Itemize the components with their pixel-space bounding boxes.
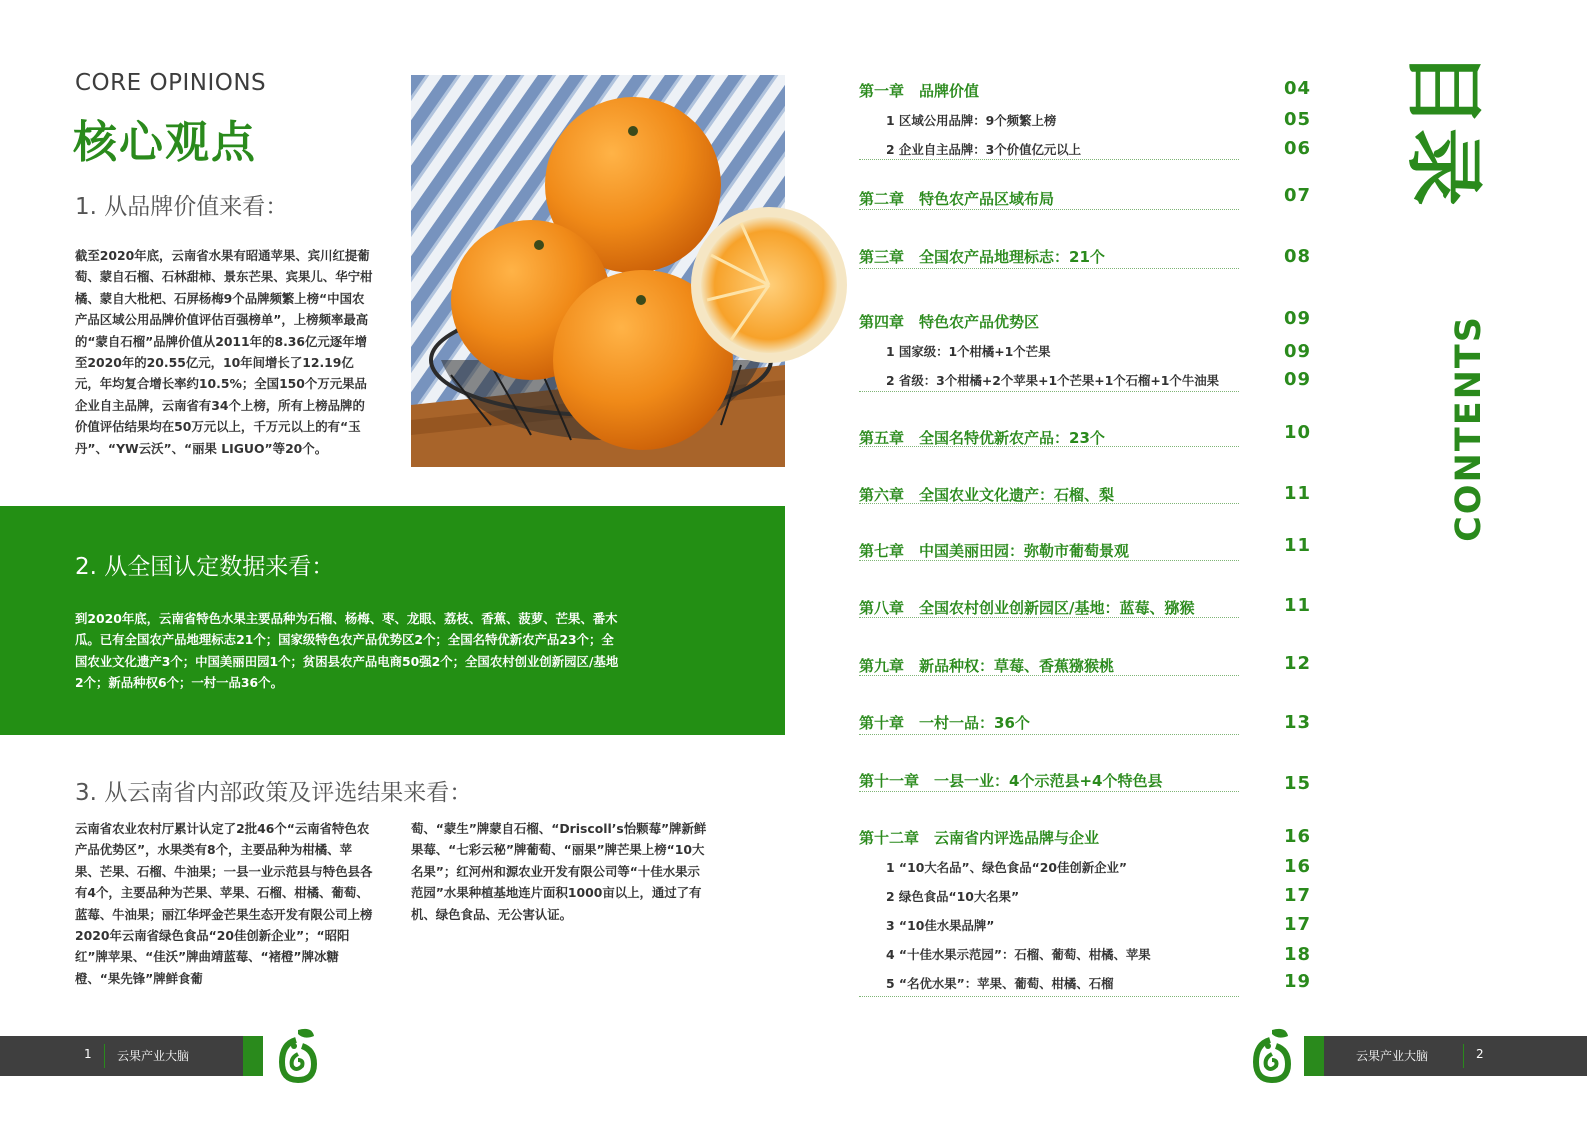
toc-page-number: 16 (1284, 856, 1312, 877)
toc-page-number: 09 (1284, 308, 1312, 329)
toc-dotted-divider (859, 617, 1239, 618)
toc-dotted-divider (859, 996, 1239, 997)
toc-chapter[interactable]: 第二章 特色农产品区域布局 (859, 190, 1055, 208)
toc-chapter[interactable]: 第三章 全国农产品地理标志：21个 (859, 248, 1105, 266)
toc-chapter[interactable]: 第八章 全国农村创业创新园区/基地：蓝莓、猕猴 (859, 599, 1195, 617)
toc-page-number: 07 (1284, 185, 1312, 206)
toc-dotted-divider (859, 503, 1239, 504)
toc-subitem[interactable]: 1 国家级：1个柑橘+1个芒果 (886, 344, 1051, 359)
toc-subitem[interactable]: 2 绿色食品“10大名果” (886, 889, 1020, 904)
toc-chapter[interactable]: 第五章 全国名特优新农产品：23个 (859, 429, 1105, 447)
toc-dotted-divider (859, 560, 1239, 561)
toc-page-number: 11 (1284, 535, 1312, 556)
section1-title: 1. 从品牌价值来看： (75, 194, 289, 220)
toc-page-number: 19 (1284, 971, 1312, 992)
footer-accent-left (243, 1036, 263, 1076)
toc-page-number: 09 (1284, 341, 1312, 362)
toc-dotted-divider (859, 446, 1239, 447)
fruit-swirl-logo-icon (1250, 1026, 1292, 1086)
toc-page-number: 05 (1284, 109, 1312, 130)
toc-chapter[interactable]: 第十二章 云南省内评选品牌与企业 (859, 829, 1100, 847)
toc-subitem[interactable]: 1 “10大名品”、绿色食品“20佳创新企业” (886, 860, 1128, 875)
core-opinions-heading-cn: 核心观点 (73, 117, 257, 168)
footer-brand-right: 云果产业大脑 (1356, 1049, 1429, 1063)
toc-chapter[interactable]: 第七章 中国美丽田园：弥勒市葡萄景观 (859, 542, 1130, 560)
toc-page-number: 12 (1284, 653, 1312, 674)
section3-text-col1: 云南省农业农村厅累计认定了2批46个“云南省特色农产品优势区”，水果类有8个，主要品种为柑橘、苹果、芒果、石榴、牛油果；一县一业示范县与特色县各有4个，主要品种为芒果、苹果、石榴、柑橘、葡萄、蓝莓、牛油果；丽江华坪金芒果生态开发有限公司上榜2020年云南省绿色食品“20佳创新企业”；“昭阳红”牌苹果、“佳沃”牌曲靖蓝莓、“褚橙”牌冰糖橙、“果先锋”牌鲜食葡 (75, 821, 373, 986)
section3-title: 3. 从云南省内部政策及评选结果来看： (75, 780, 473, 806)
section3-text-col2: 萄、“蒙生”牌蒙自石榴、“Driscoll’s怡颗莓”牌新鲜果莓、“七彩云秘”牌葡萄、“丽果”牌芒果上榜“10大名果”；红河州和源农业开发有限公司等“十佳水果示范园”水果种植基地连片面积1000亩以上，通过了有机、绿色食品、无公害认证。 (411, 821, 707, 922)
page-number-left: 1 (84, 1047, 92, 1061)
oranges-in-basket-photo (411, 75, 785, 467)
footer-divider-left (104, 1044, 105, 1068)
toc-subitem[interactable]: 3 “10佳水果品牌” (886, 918, 995, 933)
toc-subitem[interactable]: 2 省级：3个柑橘+2个苹果+1个芒果+1个石榴+1个牛油果 (886, 373, 1219, 388)
toc-page-number: 11 (1284, 595, 1312, 616)
toc-page-number: 18 (1284, 944, 1312, 965)
toc-dotted-divider (859, 268, 1239, 269)
toc-page-number: 16 (1284, 826, 1312, 847)
toc-chapter[interactable]: 第一章 品牌价值 (859, 82, 980, 100)
toc-page-number: 17 (1284, 885, 1312, 906)
section2-title: 2. 从全国认定数据来看： (75, 554, 335, 580)
toc-subitem[interactable]: 1 区域公用品牌：9个频繁上榜 (886, 113, 1057, 128)
footer-divider-right (1463, 1044, 1464, 1068)
toc-page-number: 06 (1284, 138, 1312, 159)
toc-page-number: 10 (1284, 422, 1312, 443)
toc-page-number: 17 (1284, 914, 1312, 935)
toc-page-number: 08 (1284, 246, 1312, 267)
toc-chapter[interactable]: 第十章 一村一品：36个 (859, 714, 1030, 732)
section2-text: 到2020年底，云南省特色水果主要品种为石榴、杨梅、枣、龙眼、荔枝、香蕉、菠萝、芒果、番木瓜。已有全国农产品地理标志21个；国家级特色农产品优势区2个；全国名特优新农产品23个；全国农业文化遗产3个；中国美丽田园1个；贫困县农产品电商50强2个；全国农村创业创新园区/基地2个；新品种权6个；一村一品36个。 (75, 611, 619, 691)
toc-page-number: 15 (1284, 773, 1312, 794)
toc-subitem[interactable]: 5 “名优水果”：苹果、葡萄、柑橘、石榴 (886, 976, 1114, 991)
toc-dotted-divider (859, 734, 1239, 735)
contents-title-cn (1398, 49, 1490, 292)
toc-chapter[interactable]: 第九章 新品种权：草莓、香蕉猕猴桃 (859, 657, 1115, 675)
toc-dotted-divider (859, 209, 1239, 210)
toc-dotted-divider (859, 791, 1239, 792)
toc-page-number: 11 (1284, 483, 1312, 504)
toc-page-number: 13 (1284, 712, 1312, 733)
footer-accent-right (1304, 1036, 1324, 1076)
page-number-right: 2 (1476, 1047, 1484, 1061)
section1-text: 截至2020年底，云南省水果有昭通苹果、宾川红提葡萄、蒙自石榴、石林甜柿、景东芒果、宾果儿、华宁柑橘、蒙自大枇杷、石屏杨梅9个品牌频繁上榜“中国农产品区域公用品牌价值评估百强榜单”，上榜频率最高的“蒙自石榴”品牌价值从2011年的8.36亿元逐年增至2020年的20.55亿元，10年间增长了12.19亿元，年均复合增长率约10.5%；全国150个万元果品企业自主品牌，云南省有34个上榜，所有上榜品牌的价值评估结果均在50万元以上，千万元以上的有“玉丹”、“YW云沃”、“丽果 LIGUO”等20个。 (75, 248, 373, 456)
toc-subitem[interactable]: 2 企业自主品牌：3个价值亿元以上 (886, 142, 1082, 157)
footer-brand-left: 云果产业大脑 (117, 1049, 190, 1063)
fruit-swirl-logo-icon (276, 1026, 318, 1086)
toc-subitem[interactable]: 4 “十佳水果示范园”：石榴、葡萄、柑橘、苹果 (886, 947, 1151, 962)
toc-dotted-divider (859, 391, 1239, 392)
svg-text:目录: 目录 (1398, 49, 1488, 207)
toc-dotted-divider (859, 675, 1239, 676)
toc-dotted-divider (859, 159, 1239, 160)
toc-chapter[interactable]: 第六章 全国农业文化遗产：石榴、梨 (859, 486, 1115, 504)
toc-page-number: 04 (1284, 78, 1312, 99)
toc-chapter[interactable]: 第四章 特色农产品优势区 (859, 313, 1040, 331)
core-opinions-heading-en: CORE OPINIONS (75, 70, 267, 96)
toc-chapter[interactable]: 第十一章 一县一业：4个示范县+4个特色县 (859, 772, 1163, 790)
contents-title-en: CONTENTS (1449, 315, 1489, 542)
toc-page-number: 09 (1284, 369, 1312, 390)
